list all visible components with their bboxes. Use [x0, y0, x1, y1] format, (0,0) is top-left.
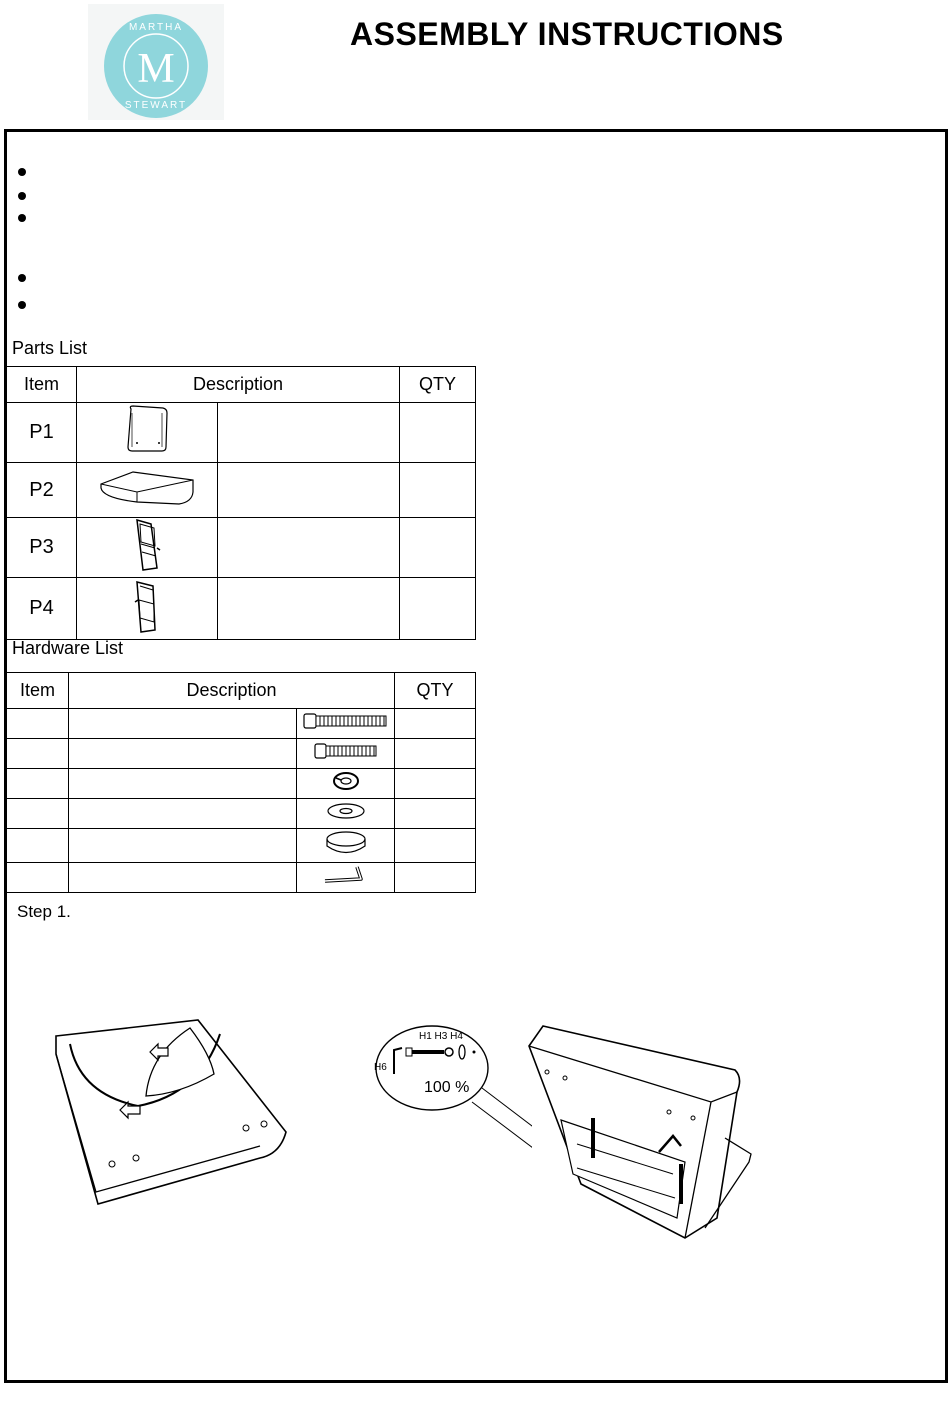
- hardware-tags: H1 H3 H4: [419, 1031, 463, 1042]
- hardware-description: [69, 829, 297, 863]
- page-title: ASSEMBLY INSTRUCTIONS: [350, 16, 784, 52]
- svg-text:STEWART: STEWART: [124, 100, 188, 111]
- hardware-qty: [395, 709, 476, 739]
- table-row: [7, 863, 476, 893]
- part-description: [218, 463, 400, 518]
- hardware-id: [7, 769, 69, 799]
- seat-cushion-icon: [77, 463, 218, 518]
- table-row: [7, 829, 476, 863]
- table-row: [7, 578, 476, 640]
- chair-back-assembly-illustration: [525, 1022, 760, 1242]
- side-frame-icon: [77, 518, 218, 578]
- hardware-description: [69, 799, 297, 829]
- part-qty: [400, 518, 476, 578]
- item-header: Item: [7, 673, 69, 709]
- hardware-list-label: Hardware List: [12, 638, 124, 658]
- part-description: [218, 518, 400, 578]
- hardware-description: [69, 769, 297, 799]
- table-header-row: [7, 673, 476, 709]
- bullet: [18, 214, 26, 222]
- part-qty: [400, 578, 476, 640]
- bullet: [18, 301, 26, 309]
- table-row: [7, 799, 476, 829]
- bullet: [18, 274, 26, 282]
- bullet: [18, 168, 26, 176]
- scale-label: 100 %: [424, 1079, 470, 1096]
- hardware-id: [7, 863, 69, 893]
- hardware-id: [7, 799, 69, 829]
- part-id: P1: [7, 403, 77, 463]
- hardware-qty: [395, 739, 476, 769]
- seat-zipper-illustration: [50, 1014, 295, 1209]
- bullet: [18, 192, 26, 200]
- hardware-detail-bubble: [372, 1022, 532, 1150]
- back-cushion-icon: [77, 403, 218, 463]
- flat-washer-icon: [297, 799, 395, 829]
- parts-table: [6, 366, 476, 640]
- hardware-id: [7, 739, 69, 769]
- lock-washer-icon: [297, 769, 395, 799]
- svg-text:MARTHA: MARTHA: [128, 22, 184, 33]
- h6-tag: H6: [374, 1062, 387, 1073]
- description-header: Description: [69, 673, 395, 709]
- table-header-row: [7, 367, 476, 403]
- step-1-label: Step 1.: [17, 902, 71, 921]
- part-qty: [400, 403, 476, 463]
- short-bolt-icon: [297, 739, 395, 769]
- allen-key-icon: [297, 863, 395, 893]
- hardware-id: [7, 829, 69, 863]
- part-id: P2: [7, 463, 77, 518]
- hardware-description: [69, 739, 297, 769]
- qty-header: QTY: [395, 673, 476, 709]
- long-bolt-icon: [297, 709, 395, 739]
- hardware-description: [69, 709, 297, 739]
- part-qty: [400, 463, 476, 518]
- hardware-qty: [395, 829, 476, 863]
- table-row: [7, 709, 476, 739]
- part-description: [218, 403, 400, 463]
- hardware-table: [6, 672, 476, 893]
- hardware-qty: [395, 799, 476, 829]
- hardware-id: [7, 709, 69, 739]
- hardware-qty: [395, 863, 476, 893]
- description-header: Description: [77, 367, 400, 403]
- part-description: [218, 578, 400, 640]
- felt-pad-icon: [297, 829, 395, 863]
- side-frame-icon: [77, 578, 218, 640]
- svg-text:M: M: [137, 46, 175, 92]
- brand-logo: [88, 4, 224, 120]
- qty-header: QTY: [400, 367, 476, 403]
- table-row: [7, 739, 476, 769]
- part-id: P4: [7, 578, 77, 640]
- part-id: P3: [7, 518, 77, 578]
- hardware-qty: [395, 769, 476, 799]
- table-row: [7, 769, 476, 799]
- table-row: [7, 463, 476, 518]
- item-header: Item: [7, 367, 77, 403]
- hardware-description: [69, 863, 297, 893]
- table-row: [7, 518, 476, 578]
- table-row: [7, 403, 476, 463]
- parts-list-label: Parts List: [12, 338, 88, 358]
